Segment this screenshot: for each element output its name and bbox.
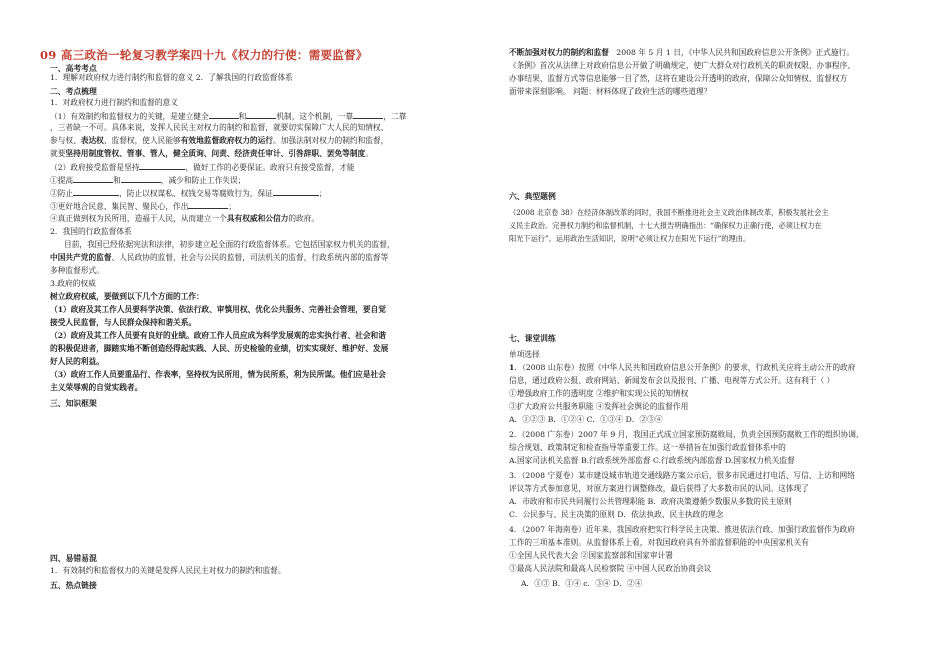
text-line: 2．（2008 广东卷）2007 年 9 月，我国正式成立国家预防腐败局，负责全国预防腐败工作的组织协调、 <box>509 430 864 439</box>
text: 、人民政协的监督，社会与公民的监督，司法机关的监督，行政系统内部的监督等 <box>111 253 389 262</box>
text-line <box>50 252 388 263</box>
text: 2008 年 5 月 1 日，《中华人民共和国政府信息公开条例》正式施行。 <box>616 48 854 57</box>
section-heading-4: 四、易错易混 <box>50 554 97 563</box>
text-line: 面带来深刻影响。 问题：材料体现了政府生活的哪些道理？ <box>509 87 712 96</box>
section-heading-5: 五、热点链接 <box>50 581 97 590</box>
blank <box>73 174 113 183</box>
text-line <box>50 213 319 224</box>
text: 。加强法制对权力的制约和监督， <box>273 136 389 145</box>
text: ．（2008 山东卷）按照《中华人民共和国政府信息公开条例》的要求，行政机关应将主动公开的政府 <box>514 363 856 372</box>
text-line: ，三者缺一不可。具体来说，发挥人民民主对权力的制约和监督，就要切实保障广大人民的知情权、 <box>50 123 389 132</box>
text-line: 接受人民监督，与人民群众保持和谐关系。 <box>50 318 197 327</box>
text-line: ①全国人民代表大会 ②国家监察部和国家审计署 <box>509 551 673 560</box>
text-line: 好人民的利益。 <box>50 357 104 366</box>
text-line <box>50 135 388 146</box>
text: 、监督权，使人民能够 <box>103 136 181 145</box>
text: ②防止 <box>50 189 74 198</box>
text: ，二靠 <box>383 112 407 121</box>
text: 1 <box>509 363 515 372</box>
text-line: 树立政府权威，要做到以下几个方面的工作： <box>50 292 204 301</box>
text: 机制，这个机制，一靠 <box>276 112 354 121</box>
text-line: 办事结果、监督方式等信息能够一目了然，这将在建设公开透明的政府，保障公众知情权、监督权方 <box>509 74 848 83</box>
text-line <box>50 187 327 199</box>
text-line: 评议等方式参加意见，对原方案进行调整修改，最后获得了大多数市民的认同。这体现了 <box>509 484 809 493</box>
text: 中国共产党的监督 <box>50 253 112 262</box>
text-line: 信息，通过政府公报、政府网站、新闻发布会以及报刊、广播、电视等方式公开。这有利于（ ） <box>509 376 835 385</box>
text-line: A.国家司法机关监督 B.行政系统外部监督 C.行政系统内部监督 D.国家权力机关监督 <box>509 456 795 465</box>
text-line: 综合规划、政策制定和检查指导等重要工作。这一举措旨在加强行政监督体系中的 <box>509 443 786 452</box>
text: 和 <box>238 112 247 121</box>
text-line: ③扩大政府公共服务职能 ④发挥社会舆论的监督作用 <box>509 402 689 411</box>
text-line: C．公民参与、民主决策的原则 D．依法执政、民主执政的理念 <box>509 510 724 519</box>
text: （1）有效制约和监督权力的关键，是建立健全 <box>50 112 209 121</box>
text-line <box>509 47 854 58</box>
text-line: A．市政府和市民共同履行公共管理职能 B．政府决策遵循少数服从多数的民主原则 <box>509 497 792 506</box>
blank <box>188 200 228 209</box>
blank <box>246 110 276 119</box>
text-line: 单项选择 <box>509 350 540 359</box>
text-line: 1．有效制约和监督权力的关键是发挥人民民主对权力的制约和监督。 <box>50 566 286 575</box>
text-line <box>50 148 373 159</box>
text-line: 工作的三项基本准则。从监督体系上看，对我国政府具有外部监督职能的中央国家机关有 <box>509 538 809 547</box>
section-heading-7: 七、课堂训练 <box>509 334 556 343</box>
blank <box>73 187 119 196</box>
text-line: 1．对政府权力进行制约和监督的意义 <box>50 98 178 107</box>
text: ，做好工作的必要保证。政府只有接受监督，才能 <box>185 163 355 172</box>
text: 坚持用制度管权、管事、管人，健全质询、问责、经济责任审计、引咎辞职、罢免等制度 <box>65 149 366 158</box>
page-title: 09 高三政治一轮复习教学案四十九《权力的行使：需要监督》 <box>40 48 368 62</box>
text: 具有权威和公信力 <box>226 214 289 223</box>
text-line: 多种监督形式。 <box>50 266 104 275</box>
text: ； <box>318 189 327 198</box>
text-line: 目前，我国已经依据宪法和法律，初步建立起全面的行政监督体系。它包括国家权力机关的监督， <box>64 240 395 249</box>
section-heading-6: 六、典型题例 <box>509 192 556 201</box>
section-heading-2: 二、考点梳理 <box>50 87 97 96</box>
text-line: 阳光下运行”。运用政治生活知识，说明“必须让权力在阳光下运行”的理由。 <box>509 234 751 243</box>
blank <box>139 161 185 170</box>
text: ，减少和防止工作失误； <box>160 176 246 185</box>
text: 。 <box>365 149 373 158</box>
blank <box>353 110 383 119</box>
text: 就要 <box>50 149 66 158</box>
text-line: 的积极促进者，脚踏实地不断创造经得起实践、人民、历史检验的业绩，切实实现好、维护好、发展 <box>50 344 389 353</box>
blank <box>121 174 161 183</box>
text-line <box>50 110 406 122</box>
text-line: 义民主政治。完善权力制约和监督机制，十七大报告明确指出：“确保权力正确行使，必须让权力在 <box>509 221 822 230</box>
text-line <box>50 161 355 173</box>
text-line: ③最高人民法院和最高人民检察院 ④中国人民政治协商会议 <box>509 564 712 573</box>
text-line: 主义荣辱观的自觉实践者。 <box>50 383 143 392</box>
text-line: （3）政府工作人员要重品行、作表率，坚持权为民所用，情为民所系，利为民所谋。他们应是社会 <box>50 370 386 379</box>
text: 有效地监督政府权力的运行 <box>180 136 273 145</box>
text: ； <box>228 202 237 211</box>
text: 和 <box>113 176 121 185</box>
text-line: （2）政府及其工作人员要有良好的业绩。政府工作人员应成为科学发展观的忠实执行者、社会和谐 <box>50 331 386 340</box>
text: ④真正做到权为民所用，造福于人民，从而建立一个 <box>50 214 227 223</box>
text: 参与权、 <box>50 136 81 145</box>
text-line: 《条例》首次从法律上对政府信息公开做了明确规定，使广大群众对行政机关的职责权限、办事程序、 <box>509 61 855 70</box>
text-line <box>50 174 245 186</box>
text: ，防止以权谋私、权钱交易等腐败行为，保证 <box>119 189 273 198</box>
text: 不断加强对权力的制约和监督 <box>509 48 609 57</box>
section-heading-3: 三、知识框架 <box>50 399 97 408</box>
text-line: （1）政府及其工作人员要科学决策、依法行政、审慎用权、优化公共服务、完善社会管理，要自觉 <box>50 305 386 314</box>
text-line <box>50 200 236 212</box>
text: 的政府。 <box>288 214 320 223</box>
text-line: （2008 北京卷 38）在经济体制改革的同时，我国不断推进社会主义政治体制改革，积极发展社会主 <box>509 208 829 217</box>
text-line: 3．（2008 宁夏卷）某市建设城市轨道交通线路方案公示后，很多市民通过打电话、写信、上访和网络 <box>509 471 855 480</box>
text-line: A．①②③ B．①②④ C．①③④ D．②③④ <box>509 415 663 424</box>
text-line: 1．理解对政府权力进行制约和监督的意义 2．了解我国的行政监督体系 <box>50 73 293 82</box>
text-line: 2．我国的行政监督体系 <box>50 227 132 236</box>
blank <box>209 110 239 119</box>
text-line: 4．（2007 年海南卷）近年来，我国政府把实行科学民主决策、推进依法行政、加强行政监督作为政府 <box>509 525 855 534</box>
text-line: 3.政府的权威 <box>50 279 96 288</box>
text-line: A．①③ B．①④ c．③④ D．②④ <box>521 579 643 588</box>
section-heading-1: 一、高考考点 <box>50 64 97 73</box>
text-line <box>509 362 855 373</box>
text: （2）政府接受监督是坚持 <box>50 163 140 172</box>
text: 表达权 <box>80 136 104 145</box>
text: ①提高 <box>50 176 74 185</box>
text: ③更好地合民意、集民智、聚民心，作出 <box>50 202 189 211</box>
text-line: ①增强政府工作的透明度 ②维护和实现公民的知情权 <box>509 389 689 398</box>
blank <box>273 187 319 196</box>
